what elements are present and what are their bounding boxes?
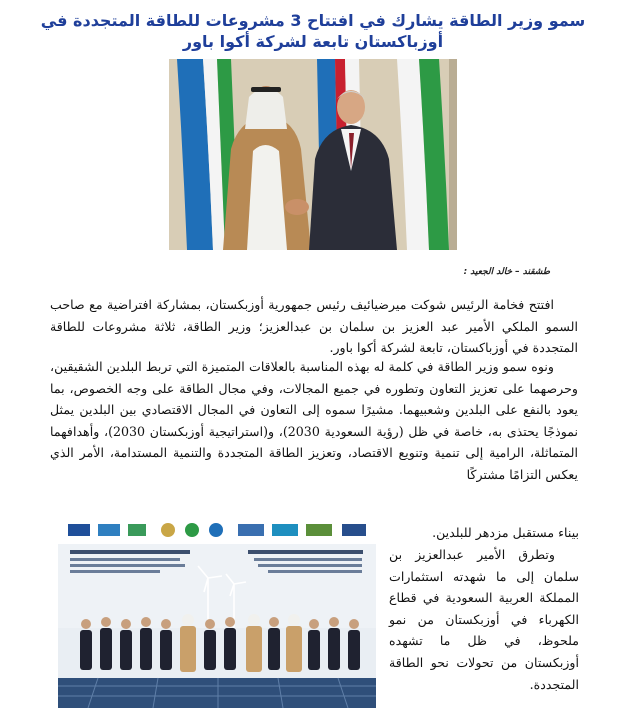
bottom-photo [58, 518, 376, 708]
headline-line-1: سمو وزير الطاقة يشارك في افتتاح 3 مشروعات للطاقة المتجددة في [40, 11, 586, 30]
handshake [285, 199, 309, 215]
paragraph-2-end: بيناء مستقبل مزدهر للبلدين. [432, 525, 579, 540]
logo-strip [68, 523, 366, 537]
byline: طشقند – خالد الجعيد : [463, 267, 550, 277]
headline [40, 10, 586, 52]
paragraph-2: ونوه سمو وزير الطاقة في كلمة له بهذه المناسبة بالعلاقات المتميزة التي تربط البلدين الشقيقين، وحرصهما على تعزيز التعاون وتطوره في جميع المجالات، وفي مجال الطاقة على وجه الخصوص، بما يعود بالنفع على البلدين وشعبيهما. مشيرًا سموه إلى التعاون في المجال الاقتصادي بين البلدين يمثل نموذجًا يحتذى به، خاصة في ظل (رؤية السعودية 2030)، و(استراتيجية أوزبكستان 2030)، وأهدافهما المتماثلة، الرامية إلى تنمية وتنويع الاقتصاد، وتعزيز الطاقة المتجددة والتنمية المستدامة، الأمر الذي يعكس التزامًا مشتركًا [50, 359, 578, 482]
paragraph-1: افتتح فخامة الرئيس شوكت ميرضيائيف رئيس جمهورية أوزبكستان، بمشاركة افتراضية مع صاحب السمو الملكي الأمير عبد العزيز بن سلمان بن عبدالعزيز؛ وزير الطاقة، ثلاثة مشروعات للطاقة المتجددة في أوزباكستان، تابعة لشركة أكوا باور. [50, 297, 578, 356]
headline-line-2: أوزباكستان تابعة لشركة أكوا باور [182, 32, 444, 51]
top-photo [169, 59, 457, 250]
paragraph-3: وتطرق الأمير عبدالعزيز بن سلمان إلى ما شهدته استثمارات المملكة العربية السعودية في قطاع الكهرباء في أوزبكستان من نمو ملحوظ، في ظل ما تشهده أوزبكستان من تحولات نحو الطاقة المتجددة. [389, 547, 579, 692]
